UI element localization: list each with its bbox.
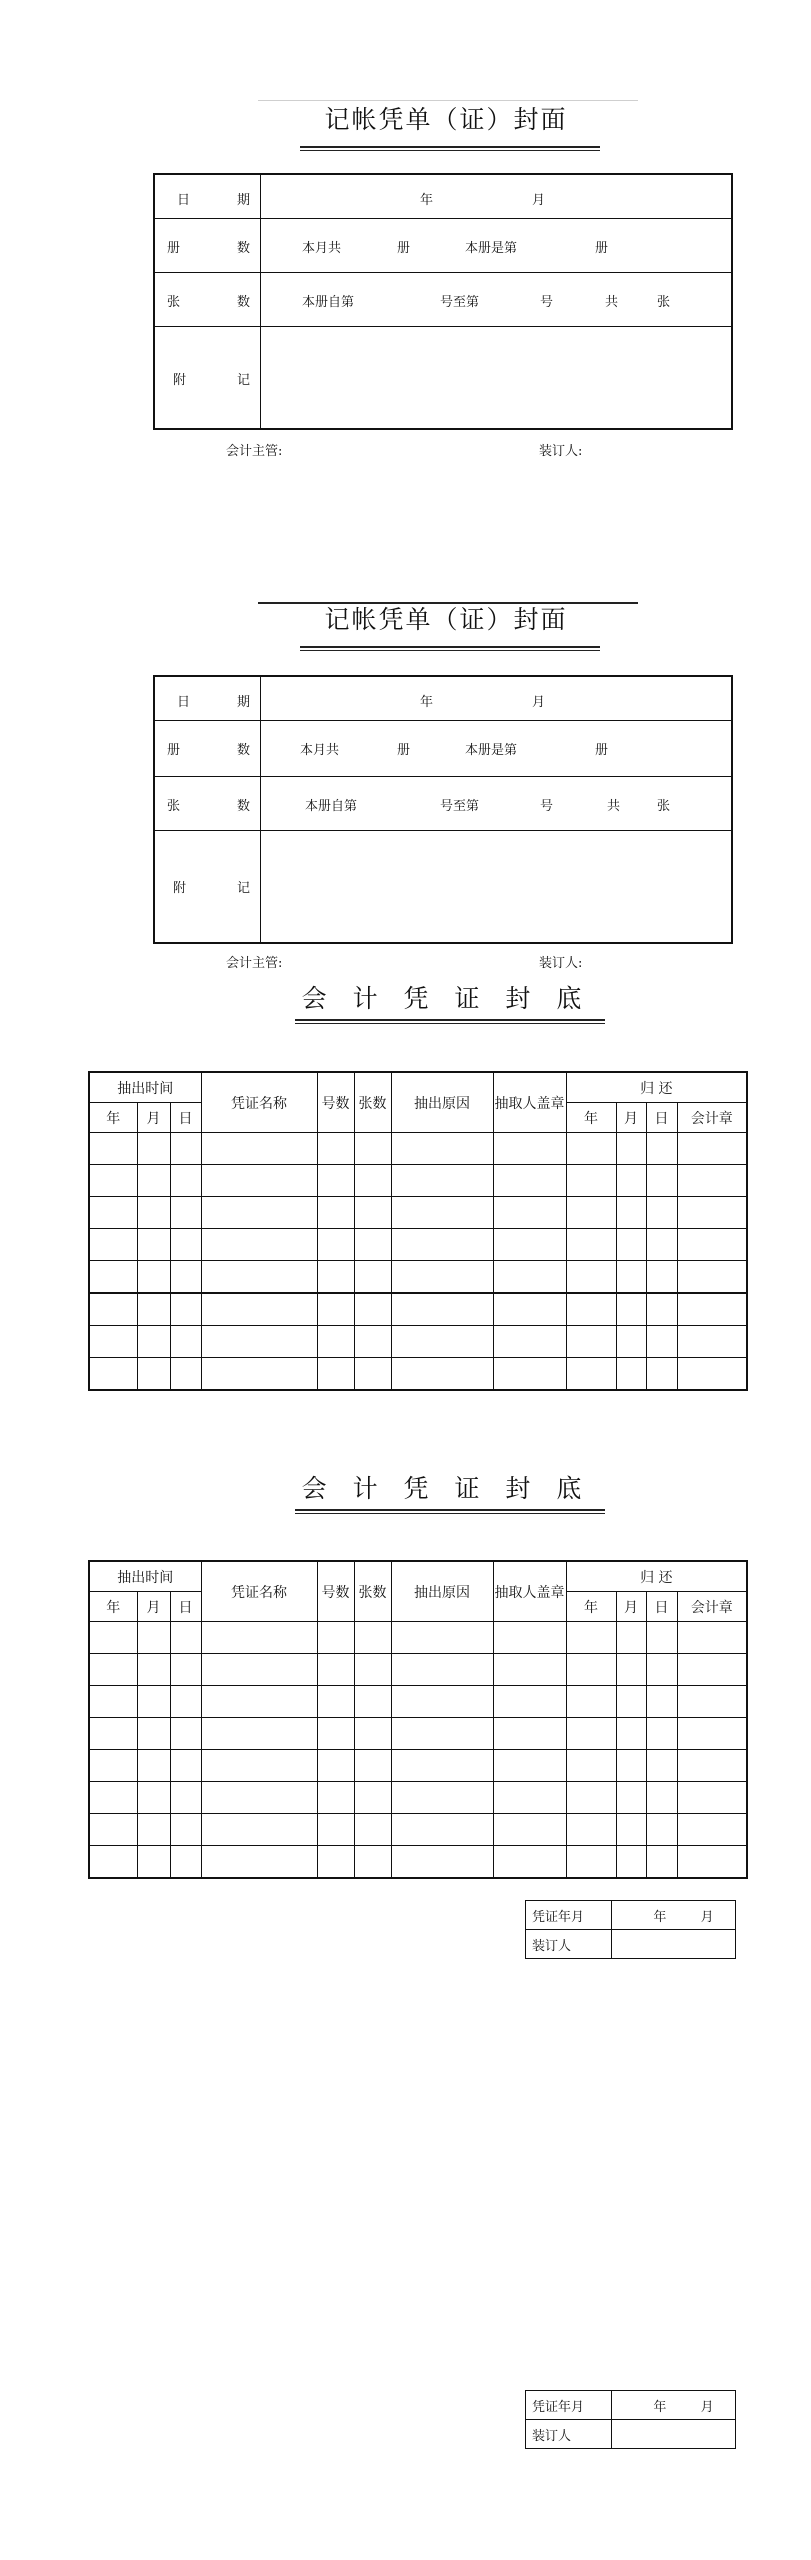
voucher-year-month-label: 凭证年月 [526,1901,612,1930]
header-return: 归 还 [566,1561,747,1592]
date-label-a: 日 [177,193,191,208]
cover-title: 记帐凭单（证）封面 [324,605,568,634]
date-month: 月 [532,695,546,710]
table-row [89,1197,747,1229]
header-return-year: 年 [566,1592,616,1622]
date-label-b: 期 [237,695,251,710]
back-table-body [89,1622,747,1879]
sheets-t4: 共 [605,295,619,310]
binder-label: 装订人: [539,956,583,971]
volume-t2: 册 [397,241,411,256]
header-return-year: 年 [566,1103,616,1133]
cover-row-volume [155,720,731,777]
table-row [89,1326,747,1358]
cover-row-note [155,326,731,431]
table-row [89,1358,747,1391]
stamp-month: 月 [700,2399,714,2415]
cover-title: 记帐凭单（证）封面 [324,105,568,134]
sheets-t4: 共 [607,799,621,814]
table-row [89,1293,747,1326]
header-year: 年 [89,1103,137,1133]
header-extract-time: 抽出时间 [89,1072,201,1103]
header-return-month: 月 [616,1592,646,1622]
stamp-month: 月 [700,1909,714,1925]
cover-row-date [155,677,731,720]
sheets-label-b: 数 [237,799,251,814]
date-label-b: 期 [237,193,251,208]
note-label-a: 附 [173,373,187,388]
table-row [89,1814,747,1846]
header-accountant-stamp: 会计章 [677,1592,747,1622]
volume-t1: 本月共 [302,241,342,256]
voucher-stamp-box [525,2390,736,2449]
sheets-label-a: 张 [167,295,181,310]
header-number: 号数 [317,1561,354,1622]
sheets-t3: 号 [540,799,554,814]
table-row [89,1133,747,1165]
volume-t1: 本月共 [300,743,340,758]
stamp-binder-label: 装订人 [526,2420,612,2449]
sheets-t1: 本册自第 [302,295,355,310]
cover-row-sheets [155,272,731,327]
header-month: 月 [137,1103,170,1133]
stamp-year: 年 [653,2399,667,2415]
stamp-binder-label: 装订人 [526,1930,612,1959]
table-row [89,1261,747,1294]
sheets-label-b: 数 [237,295,251,310]
date-year: 年 [420,695,434,710]
sheets-t1: 本册自第 [305,799,358,814]
back-title-underline [295,1019,605,1022]
binder-label: 装订人: [539,444,583,459]
voucher-stamp-box [525,1900,736,1959]
header-voucher-name: 凭证名称 [201,1072,317,1133]
sheets-t5: 张 [657,295,671,310]
sheets-label-a: 张 [167,799,181,814]
cover-form [153,173,733,430]
header-reason: 抽出原因 [391,1072,493,1133]
volume-t4: 册 [595,241,609,256]
header-return-day: 日 [646,1592,677,1622]
top-guide-line [258,100,638,101]
header-sheets: 张数 [354,1072,391,1133]
volume-t3: 本册是第 [465,241,518,256]
cover-row-sheets [155,776,731,831]
header-extractor: 抽取人盖章 [493,1072,566,1133]
title-underline [300,146,600,149]
table-row [89,1165,747,1197]
date-year: 年 [420,193,434,208]
volume-label-b: 数 [237,241,251,256]
table-row [89,1846,747,1879]
title-underline [300,646,600,649]
header-sheets: 张数 [354,1561,391,1622]
volume-label-b: 数 [237,743,251,758]
sheets-t2: 号至第 [440,295,480,310]
header-number: 号数 [317,1072,354,1133]
supervisor-label: 会计主管: [226,444,283,459]
table-row [89,1622,747,1654]
date-month: 月 [532,193,546,208]
note-label-b: 记 [237,373,251,388]
header-day: 日 [170,1592,201,1622]
volume-t3: 本册是第 [465,743,518,758]
table-row [89,1750,747,1782]
voucher-year-month-label: 凭证年月 [526,2391,612,2420]
table-row [89,1718,747,1750]
back-table [88,1560,748,1879]
stamp-binder-value [612,1930,736,1959]
sheets-t3: 号 [540,295,554,310]
back-title: 会 计 凭 证 封 底 [301,984,591,1013]
header-return-month: 月 [616,1103,646,1133]
supervisor-label: 会计主管: [226,956,283,971]
table-row [89,1686,747,1718]
header-extract-time: 抽出时间 [89,1561,201,1592]
voucher-year-month-value [612,2391,736,2420]
sheets-t5: 张 [657,799,671,814]
header-return: 归 还 [566,1072,747,1103]
cover-row-date [155,175,731,218]
header-accountant-stamp: 会计章 [677,1103,747,1133]
volume-label-a: 册 [167,241,181,256]
stamp-year: 年 [653,1909,667,1925]
table-row [89,1782,747,1814]
volume-t2: 册 [397,743,411,758]
header-month: 月 [137,1592,170,1622]
table-row [89,1654,747,1686]
header-day: 日 [170,1103,201,1133]
back-table-body [89,1133,747,1391]
back-title-underline [295,1509,605,1512]
cover-row-volume [155,218,731,273]
volume-t4: 册 [595,743,609,758]
note-label-a: 附 [173,881,187,896]
cover-row-note [155,830,731,945]
volume-label-a: 册 [167,743,181,758]
header-year: 年 [89,1592,137,1622]
table-row [89,1229,747,1261]
date-label-a: 日 [177,695,191,710]
back-table [88,1071,748,1391]
back-title: 会 计 凭 证 封 底 [301,1474,591,1503]
cover-form [153,675,733,944]
header-voucher-name: 凭证名称 [201,1561,317,1622]
header-extractor: 抽取人盖章 [493,1561,566,1622]
header-return-day: 日 [646,1103,677,1133]
voucher-year-month-value [612,1901,736,1930]
header-reason: 抽出原因 [391,1561,493,1622]
note-label-b: 记 [237,881,251,896]
stamp-binder-value [612,2420,736,2449]
sheets-t2: 号至第 [440,799,480,814]
